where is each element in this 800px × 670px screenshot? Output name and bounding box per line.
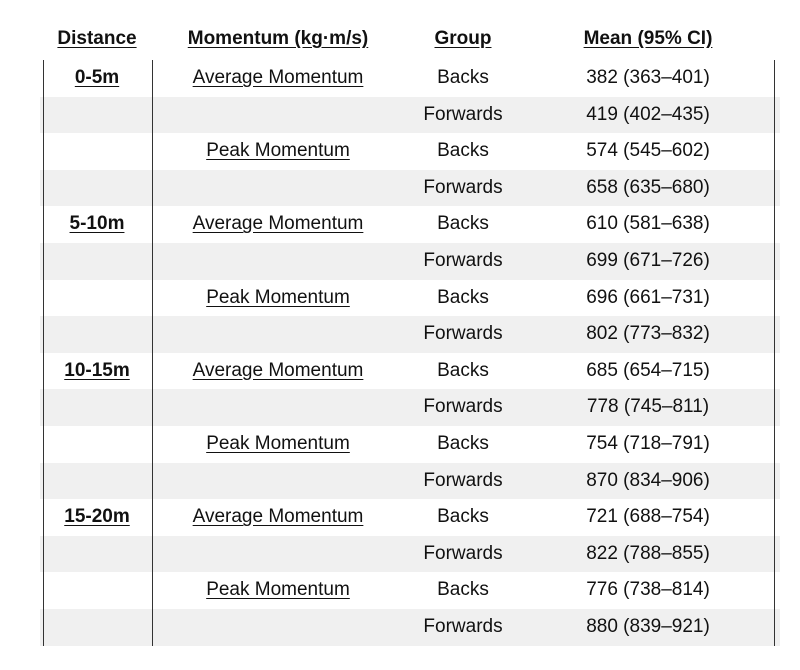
cell-mean: 658 (635–680) <box>586 176 710 198</box>
table-row <box>40 206 780 243</box>
cell-group: Forwards <box>423 323 503 345</box>
cell-mean: 802 (773–832) <box>586 323 710 345</box>
cell-group: Forwards <box>423 176 503 198</box>
cell-group: Backs <box>437 140 489 162</box>
cell-group: Backs <box>437 67 489 88</box>
cell-group: Forwards <box>423 469 503 491</box>
cell-distance: 5-10m <box>69 213 125 235</box>
cell-group: Backs <box>437 433 489 454</box>
cell-group: Forwards <box>423 250 503 271</box>
header-mean: Mean (95% CI) <box>583 28 713 49</box>
cell-group: Backs <box>437 506 489 528</box>
cell-momentum: Peak Momentum <box>206 579 350 601</box>
table-row <box>40 609 780 646</box>
cell-mean: 699 (671–726) <box>586 250 710 271</box>
cell-mean: 880 (839–921) <box>586 616 710 637</box>
momentum-table <box>40 22 780 646</box>
table-row <box>40 353 780 390</box>
cell-mean: 870 (834–906) <box>586 469 710 491</box>
cell-mean: 754 (718–791) <box>586 433 710 454</box>
header-distance: Distance <box>57 28 137 49</box>
header-group: Group <box>434 28 492 49</box>
table-row <box>40 280 780 317</box>
table-row <box>40 536 780 573</box>
table-row <box>40 170 780 207</box>
cell-mean: 776 (738–814) <box>586 579 710 601</box>
cell-mean: 574 (545–602) <box>586 140 710 162</box>
cell-group: Backs <box>437 359 489 381</box>
cell-momentum: Average Momentum <box>192 359 364 381</box>
cell-distance: 0-5m <box>74 67 120 88</box>
cell-mean: 778 (745–811) <box>586 396 710 418</box>
cell-mean: 382 (363–401) <box>586 67 710 88</box>
table-row <box>40 97 780 134</box>
table-row <box>40 499 780 536</box>
cell-mean: 610 (581–638) <box>586 213 710 235</box>
cell-momentum: Peak Momentum <box>206 286 350 308</box>
table-row <box>40 133 780 170</box>
cell-momentum: Peak Momentum <box>206 433 350 454</box>
table-row <box>40 426 780 463</box>
cell-mean: 822 (788–855) <box>586 542 710 564</box>
table-row <box>40 243 780 280</box>
cell-momentum: Average Momentum <box>192 213 364 235</box>
column-divider-right <box>774 60 775 646</box>
cell-mean: 696 (661–731) <box>586 286 710 308</box>
cell-group: Forwards <box>423 103 503 125</box>
cell-group: Backs <box>437 213 489 235</box>
column-divider-distance <box>152 60 153 646</box>
cell-distance: 10-15m <box>64 359 130 381</box>
table-row <box>40 572 780 609</box>
table-row <box>40 60 780 97</box>
cell-mean: 721 (688–754) <box>586 506 710 528</box>
table-body <box>40 60 780 646</box>
cell-momentum: Average Momentum <box>192 67 364 88</box>
cell-group: Forwards <box>423 616 503 637</box>
table-row <box>40 316 780 353</box>
cell-group: Forwards <box>423 396 503 418</box>
table-row <box>40 463 780 500</box>
cell-group: Backs <box>437 286 489 308</box>
table-header-row <box>40 22 780 56</box>
cell-mean: 685 (654–715) <box>586 359 710 381</box>
cell-momentum: Average Momentum <box>192 506 364 528</box>
column-divider-left <box>43 60 44 646</box>
cell-momentum: Peak Momentum <box>206 140 350 162</box>
cell-distance: 15-20m <box>64 506 130 528</box>
cell-group: Forwards <box>423 542 503 564</box>
header-momentum: Momentum (kg·m/s) <box>187 28 369 49</box>
table-row <box>40 389 780 426</box>
cell-mean: 419 (402–435) <box>586 103 710 125</box>
cell-group: Backs <box>437 579 489 601</box>
